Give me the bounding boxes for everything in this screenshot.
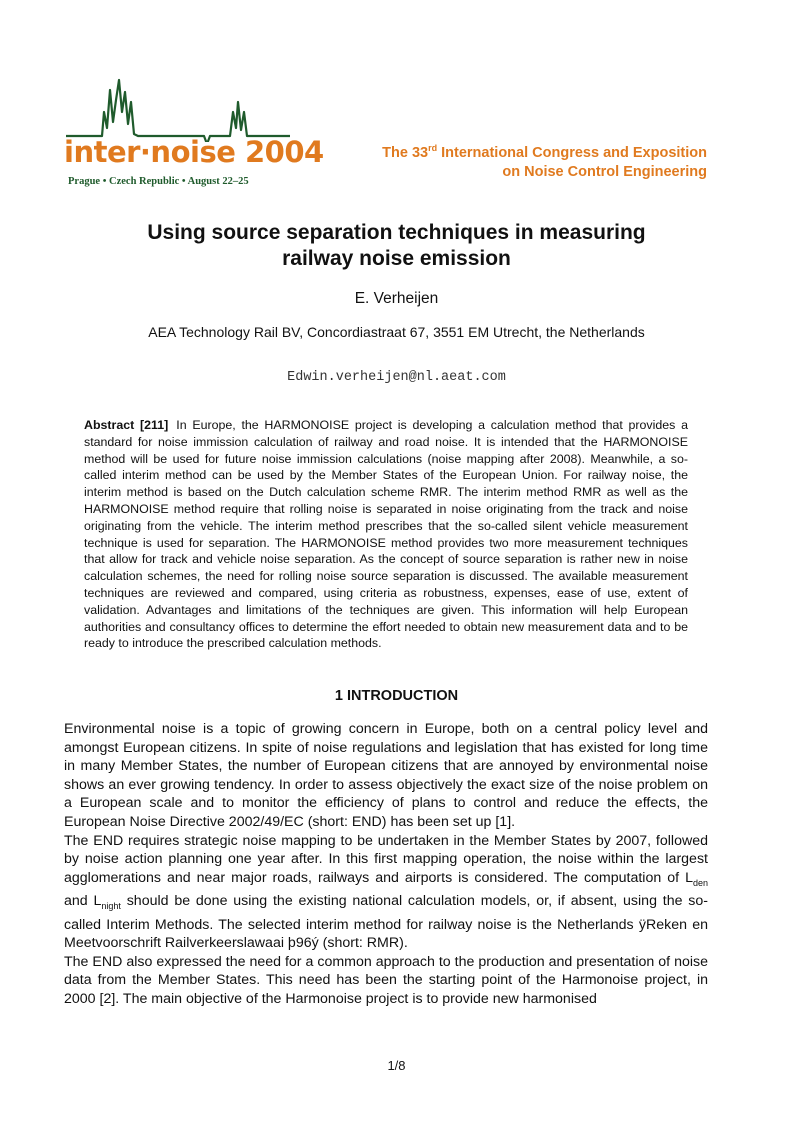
abstract-label: Abstract [211] bbox=[84, 418, 169, 432]
logo-wordmark: inter·noise 2004 bbox=[64, 135, 324, 169]
paper-title: Using source separation techniques in measuring railway noise emission bbox=[147, 221, 646, 270]
section-heading: 1 INTRODUCTION bbox=[334, 688, 459, 704]
paragraph-3: The END also expressed the need for a common approach to the production and presentation of noise data from the Member States. This need has been the starting point of the Harmonoise project, in 2000 [2]. The main objective of the Harmonoise project is to provide new harmonised bbox=[64, 953, 708, 1007]
skyline-icon bbox=[64, 72, 294, 142]
congress-heading bbox=[382, 139, 707, 182]
conference-logo bbox=[64, 72, 324, 190]
author-name: E. Verheijen bbox=[354, 290, 439, 307]
author-email: Edwin.verheijen@nl.aeat.com bbox=[287, 370, 506, 385]
abstract bbox=[84, 417, 688, 652]
page-number: 1/8 bbox=[387, 1058, 406, 1073]
logo-subtitle: Prague • Czech Republic • August 22–25 bbox=[68, 176, 249, 187]
abstract-text: In Europe, the HARMONOISE project is developing a calculation method that provides a standard for noise immission calculation of railway and road noise. It is intended that the HARMONOISE method will be used for future noise immission calculations (noise mapping after 2008). Meanwhile, a so-called interim method can be used by the Member States of the European Union. For railway noise, the interim method is based on the Dutch calculation scheme RMR. The interim method RMR as well as the HARMONOISE method require that rolling noise is separated in noise originating from the track and noise originating from the vehicle. The interim method prescribes that the so-called silent vehicle measurement technique is used for separation. The HARMONOISE method provides two more measurement techniques that allow for track and vehicle noise separation. As the concept of source separation is rather new in noise calculation schemes, the need for rolling noise source separation is discussed. The available measurement techniques are reviewed and compared, using criteria as robustness, expenses, ease of use, extent of validation. Advantages and limitations of the techniques are given. This information will help European authorities and consultancy offices to determine the effort needed to obtain new measurement data and to be ready to introduce the prescribed calculation methods. bbox=[84, 418, 688, 651]
congress-line-1: The 33rd International Congress and Exposition bbox=[382, 143, 707, 161]
body-text bbox=[64, 720, 708, 1009]
paragraph-1: Environmental noise is a topic of growing concern in Europe, both on a central policy level and amongst European citizens. In spite of noise regulations and legislation that has existed for long time in many Member States, the number of European citizens that are annoyed by environmental noise shows an ever growing tendency. In order to assess objectively the exact size of the noise problem on a European scale and to monitor the efficiency of plans to control and reduce the effects, the European Noise Directive 2002/49/EC (short: END) has been set up [1]. bbox=[64, 721, 708, 830]
paragraph-2: The END requires strategic noise mapping to be undertaken in the Member States by 2007, followed by noise action planning one year after. In this first mapping operation, the noise within the largest agglomerations and near major roads, railways and airports is considered. The computation of $L_{den}$ and $L_{night}$ should be done using the existing national calculation models, or, if absent, using the so-called Interim Methods. The selected interim method for railway noise is the Netherlands ÿReken en Meetvoorschrift Railverkeerslawaai þ96ý (short: RMR). bbox=[64, 832, 708, 952]
congress-line-2: on Noise Control Engineering bbox=[502, 163, 707, 180]
author-affiliation: AEA Technology Rail BV, Concordiastraat 67, 3551 EM Utrecht, the Netherlands bbox=[148, 324, 645, 340]
